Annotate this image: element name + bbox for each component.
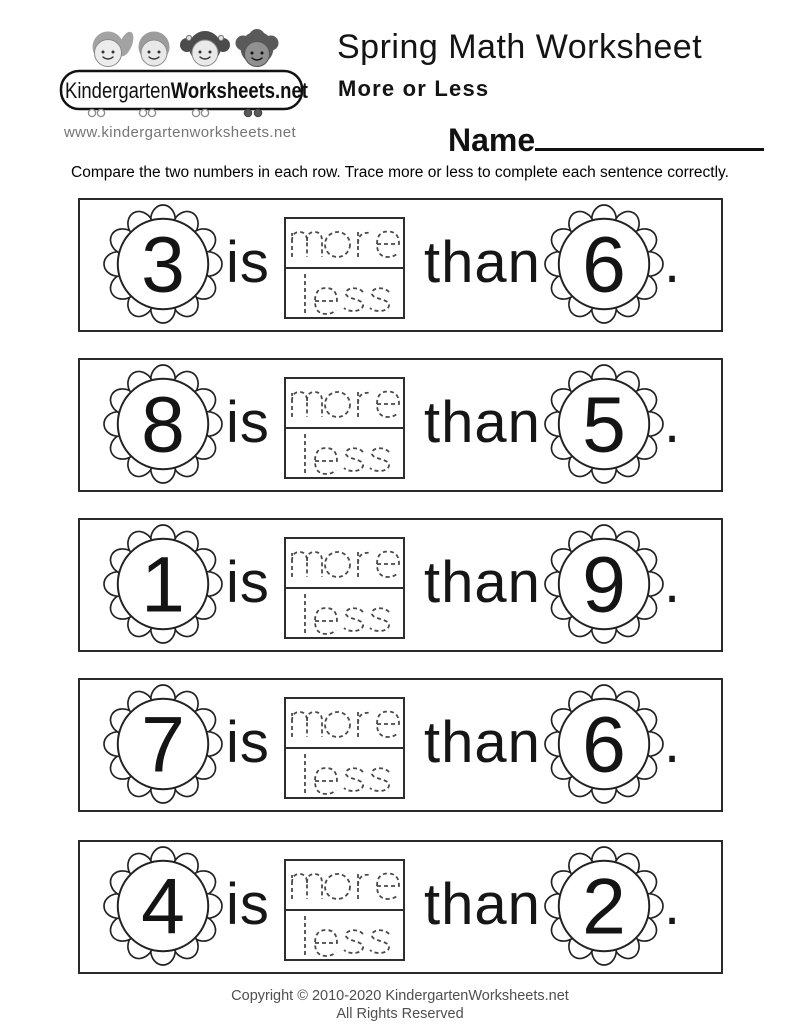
left-number: 7 [141, 700, 185, 789]
flower-number-right [545, 525, 663, 643]
comparison-row [78, 518, 723, 652]
logo-brand-text: KindergartenWorksheets.net [65, 79, 308, 104]
more-less-trace-box[interactable] [284, 537, 405, 639]
kid-face-icon-1 [93, 30, 137, 67]
left-number: 4 [141, 862, 185, 951]
kid-hands-icon [88, 109, 261, 116]
instructions-text: Compare the two numbers in each row. Trace more or less to complete each sentence correctly. [71, 164, 729, 181]
flower-number-left [104, 365, 222, 483]
is-label: is [226, 550, 270, 615]
right-number: 2 [582, 862, 626, 951]
footer-copyright: Copyright © 2010-2020 KindergartenWorksheets.net [231, 988, 569, 1004]
sentence-period: . [664, 550, 682, 615]
more-less-trace-box[interactable] [284, 217, 405, 319]
is-label: is [226, 390, 270, 455]
kid-face-icon-2 [139, 32, 170, 67]
right-number: 9 [582, 540, 626, 629]
page-subtitle: More or Less [338, 76, 490, 101]
flower-number-right [545, 685, 663, 803]
more-less-trace-box[interactable] [284, 697, 405, 799]
name-label: Name [448, 122, 536, 158]
comparison-row [78, 678, 723, 812]
is-label: is [226, 872, 270, 937]
more-less-trace-box[interactable] [284, 377, 405, 479]
logo-url: www.kindergartenworksheets.net [63, 124, 297, 141]
footer [0, 987, 800, 1023]
is-label: is [226, 230, 270, 295]
comparison-row [78, 198, 723, 332]
right-number: 6 [582, 220, 626, 309]
than-label: than [424, 710, 541, 775]
flower-number-left [104, 847, 222, 965]
left-number: 3 [141, 220, 185, 309]
name-fill-line[interactable] [535, 122, 764, 151]
comparison-row [78, 840, 723, 974]
flower-number-right [545, 365, 663, 483]
footer-rights: All Rights Reserved [336, 1006, 464, 1022]
than-label: than [424, 872, 541, 937]
flower-number-left [104, 525, 222, 643]
right-number: 5 [582, 380, 626, 469]
flower-number-left [104, 205, 222, 323]
right-number: 6 [582, 700, 626, 789]
flower-number-right [545, 847, 663, 965]
flower-number-left [104, 685, 222, 803]
sentence-period: . [664, 230, 682, 295]
left-number: 1 [141, 540, 185, 629]
sentence-period: . [664, 872, 682, 937]
left-number: 8 [141, 380, 185, 469]
comparison-row [78, 358, 723, 492]
flower-number-right [545, 205, 663, 323]
page-title: Spring Math Worksheet [337, 28, 703, 66]
sentence-period: . [664, 390, 682, 455]
than-label: than [424, 390, 541, 455]
kid-face-icon-3 [180, 31, 230, 66]
kid-face-icon-4 [236, 29, 279, 67]
more-less-trace-box[interactable] [284, 859, 405, 961]
kindergartenworksheets-logo [55, 14, 308, 126]
sentence-period: . [664, 710, 682, 775]
than-label: than [424, 550, 541, 615]
is-label: is [226, 710, 270, 775]
name-field [448, 122, 764, 159]
than-label: than [424, 230, 541, 295]
